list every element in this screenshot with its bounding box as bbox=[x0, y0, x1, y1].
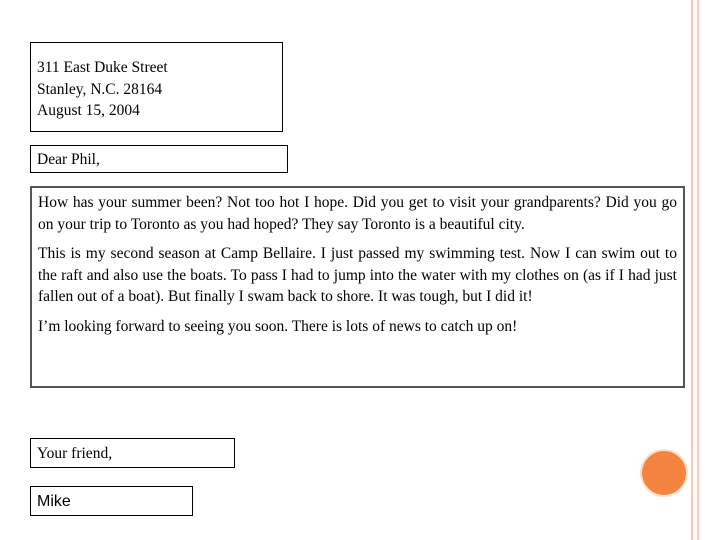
signature-text: Mike bbox=[37, 493, 71, 510]
body-paragraph-1: How has your summer been? Not too hot I hope. Did you get to visit your grandparents? Did you go on your trip to Toronto as you had hoped? They say Toronto is a beautiful city. bbox=[38, 194, 677, 233]
letter-greeting bbox=[30, 145, 288, 173]
body-paragraph-2: This is my second season at Camp Bellaire. I just passed my swimming test. Now I can swim out to the raft and also use the boats. To pass I had to jump into the water with my clothes on (as if I had just fallen out of a boat). But finally I swam back to shore. It was tough, but I did it! bbox=[38, 245, 677, 305]
letter-body bbox=[30, 186, 685, 388]
closing-text: Your friend, bbox=[37, 445, 113, 462]
heading-date: August 15, 2004 bbox=[37, 102, 140, 119]
heading-city-state-zip: Stanley, N.C. 28164 bbox=[37, 80, 163, 98]
letter-closing bbox=[30, 438, 235, 468]
letter-heading bbox=[30, 42, 283, 132]
letter-signature bbox=[30, 486, 193, 516]
accent-circle bbox=[640, 449, 688, 497]
slide-border-line-left bbox=[691, 0, 693, 540]
slide-border-line-right bbox=[697, 0, 699, 540]
heading-street: 311 East Duke Street bbox=[37, 59, 168, 76]
greeting-text: Dear Phil, bbox=[37, 151, 100, 168]
body-paragraph-3: I’m looking forward to seeing you soon. There is lots of news to catch up on! bbox=[38, 317, 518, 335]
